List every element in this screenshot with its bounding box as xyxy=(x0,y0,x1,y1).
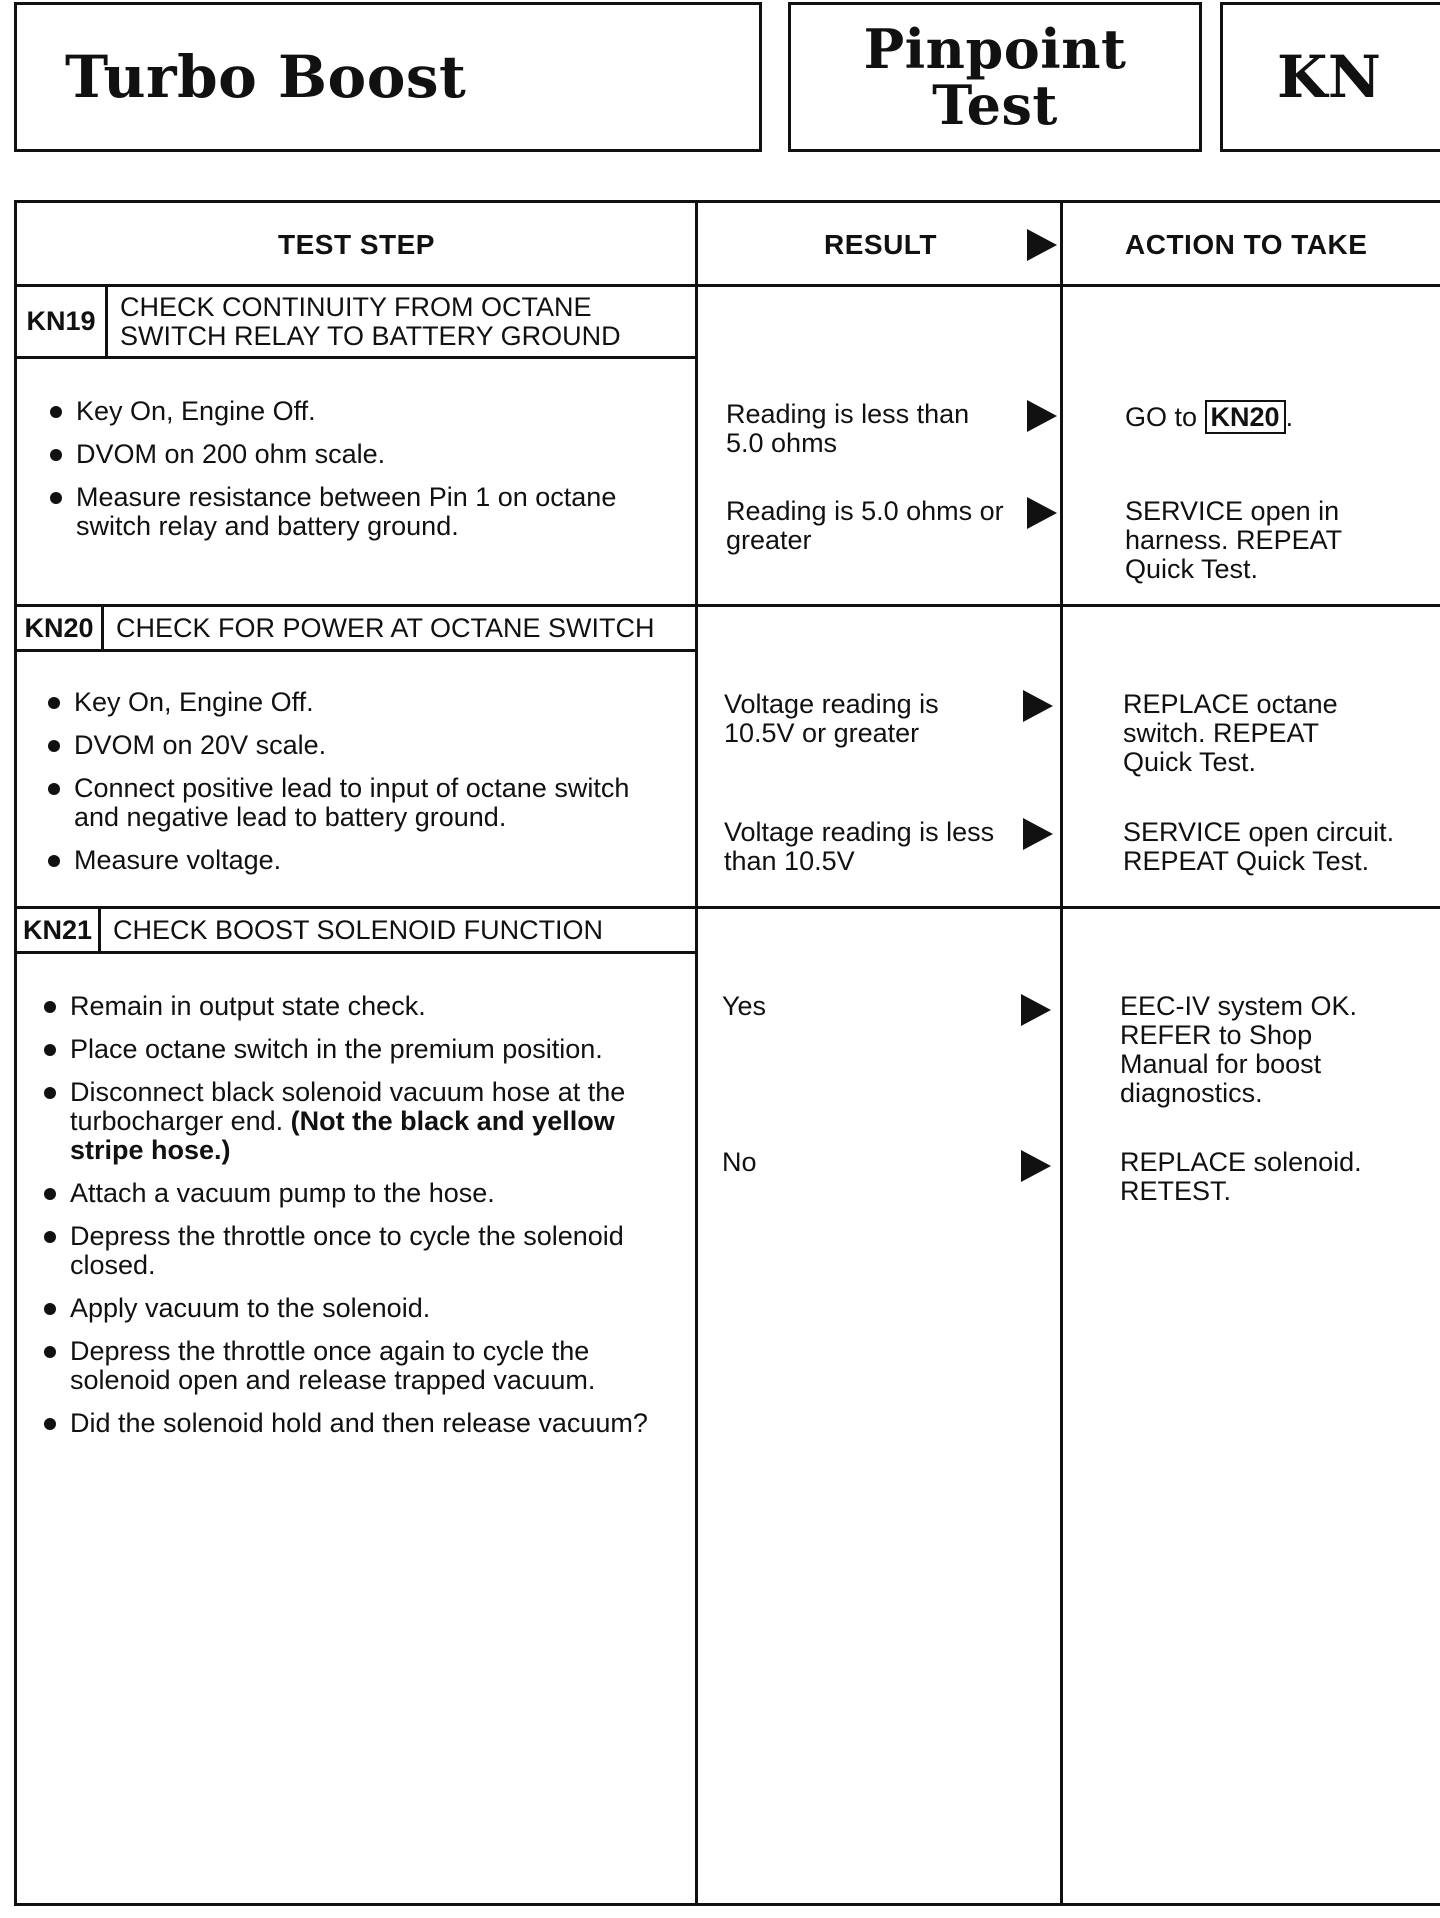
result-text: No xyxy=(722,1147,757,1177)
result-arrow-icon xyxy=(1023,818,1053,850)
result-text: Yes xyxy=(722,991,767,1021)
col-header-action: ACTION TO TAKE xyxy=(1125,229,1368,260)
step-id: KN20 xyxy=(17,607,104,649)
list-item: Connect positive lead to input of octane switch and negative lead to battery ground. xyxy=(44,774,674,832)
col-header-test-step: TEST STEP xyxy=(278,229,435,260)
title-box xyxy=(14,2,762,152)
result-arrow-icon xyxy=(1027,400,1057,432)
list-item: Key On, Engine Off. xyxy=(46,397,676,426)
step-title xyxy=(108,287,695,356)
section-code: KN xyxy=(1277,43,1382,111)
result-text: Reading is less than 5.0 ohms xyxy=(726,399,970,458)
result-arrow-icon xyxy=(1023,690,1053,722)
step-title-line1: CHECK CONTINUITY FROM OCTANE xyxy=(120,291,592,322)
test-type-line1: Pinpoint xyxy=(863,17,1127,81)
step-label-kn21 xyxy=(14,906,698,954)
list-item: Apply vacuum to the solenoid. xyxy=(40,1294,680,1323)
list-item: Measure resistance between Pin 1 on octane switch relay and battery ground. xyxy=(46,483,676,541)
test-type-box xyxy=(788,2,1202,152)
step-title-line2: SWITCH RELAY TO BATTERY GROUND xyxy=(120,320,621,351)
result-arrow-icon xyxy=(1021,994,1051,1026)
result-arrow-icon xyxy=(1021,1150,1051,1182)
step-instructions xyxy=(44,688,674,889)
list-item: Depress the throttle once to cycle the solenoid closed. xyxy=(40,1222,680,1280)
step-label-kn20 xyxy=(14,604,698,652)
list-item-note: (Not the black and yellow stripe hose.) xyxy=(70,1106,615,1165)
action-prefix: GO to xyxy=(1125,402,1198,432)
list-item: Measure voltage. xyxy=(44,846,674,875)
test-type-line2: Test xyxy=(932,73,1058,137)
result-text: Voltage reading is less than 10.5V xyxy=(724,817,995,876)
list-item: DVOM on 20V scale. xyxy=(44,731,674,760)
result-text: Voltage reading is 10.5V or greater xyxy=(724,689,939,748)
result-text: Reading is 5.0 ohms or greater xyxy=(726,496,1004,555)
action-text: EEC-IV system OK. REFER to Shop Manual for boost diagnostics. xyxy=(1120,991,1358,1108)
result-arrow-icon xyxy=(1027,229,1057,261)
list-item: Did the solenoid hold and then release vacuum? xyxy=(40,1409,680,1438)
step-ref-link[interactable]: KN20 xyxy=(1205,400,1286,434)
list-item: Attach a vacuum pump to the hose. xyxy=(40,1179,680,1208)
list-item xyxy=(40,1078,680,1165)
step-title: CHECK BOOST SOLENOID FUNCTION xyxy=(113,914,604,945)
list-item: Remain in output state check. xyxy=(40,992,680,1021)
step-instructions xyxy=(40,992,680,1452)
divider xyxy=(695,200,698,1906)
divider xyxy=(1060,200,1063,1906)
list-item: Key On, Engine Off. xyxy=(44,688,674,717)
step-instructions xyxy=(46,397,676,555)
list-item: DVOM on 200 ohm scale. xyxy=(46,440,676,469)
step-label-kn19 xyxy=(14,284,698,359)
step-id: KN19 xyxy=(17,287,108,356)
code-box xyxy=(1220,2,1440,152)
action-text: SERVICE open in harness. REPEAT Quick Test. xyxy=(1125,496,1342,584)
action-text: SERVICE open circuit. REPEAT Quick Test. xyxy=(1123,817,1395,876)
action-suffix: . xyxy=(1285,402,1294,432)
page-title: Turbo Boost xyxy=(65,43,467,111)
result-arrow-icon xyxy=(1027,497,1057,529)
action-text xyxy=(1125,400,1425,434)
step-id: KN21 xyxy=(17,909,101,951)
list-item: Place octane switch in the premium position. xyxy=(40,1035,680,1064)
step-title: CHECK FOR POWER AT OCTANE SWITCH xyxy=(116,612,655,643)
action-text: REPLACE solenoid. RETEST. xyxy=(1120,1147,1362,1206)
col-header-result: RESULT xyxy=(824,229,937,260)
list-item-text: Disconnect black solenoid vacuum hose at the turbocharger end. xyxy=(70,1077,626,1136)
list-item: Depress the throttle once again to cycle the solenoid open and release trapped vacuum. xyxy=(40,1337,680,1395)
action-text: REPLACE octane switch. REPEAT Quick Test. xyxy=(1123,689,1338,777)
